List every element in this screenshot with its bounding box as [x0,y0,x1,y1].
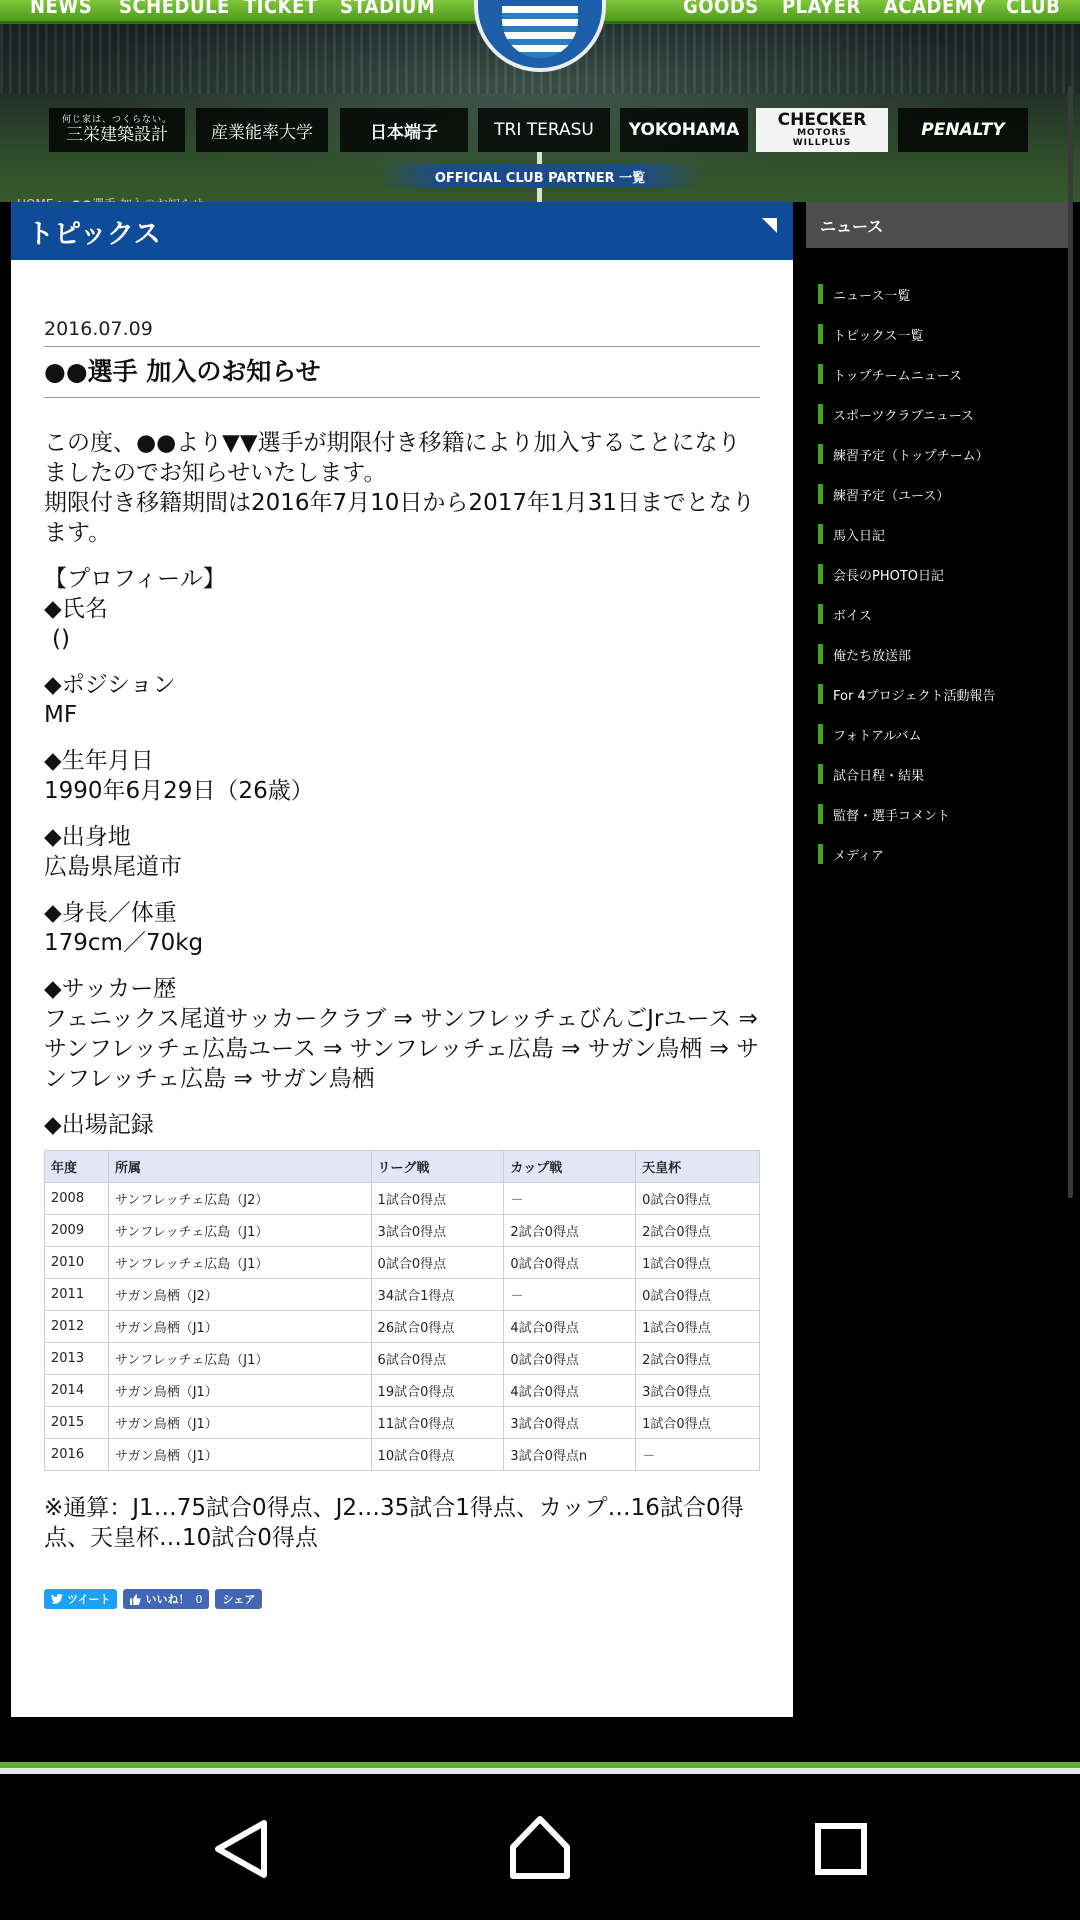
sponsor-tagline: 何じ家は、つくらない。 [61,114,172,125]
nav-schedule[interactable]: SCHEDULE [119,0,230,18]
sponsor-sub: MOTORS [797,128,847,139]
bullet-bar-icon [818,284,823,304]
sponsor-label: 三栄建築設計 [66,124,168,145]
cell-emperors-cup: 1試合0得点 [636,1311,760,1343]
sidebar-list [806,274,1070,874]
cell-club: サガン鳥栖（J1） [108,1439,371,1471]
sidebar-item-label: メディア [833,848,884,864]
android-navigation-bar [0,1774,1080,1920]
profile-block [44,564,760,654]
article [44,314,760,1609]
sidebar-item[interactable] [806,794,1070,834]
back-icon[interactable] [212,1819,270,1879]
position-value: MF [44,702,78,728]
post-date: 2016.07.09 [44,318,153,340]
cell-league: 19試合0得点 [371,1375,504,1407]
bullet-bar-icon [818,484,823,504]
cell-year: 2016 [45,1439,109,1471]
cell-year: 2009 [45,1215,109,1247]
name-heading: ◆氏名 [44,596,108,622]
like-count: 0 [195,1592,203,1606]
sidebar-item[interactable] [806,474,1070,514]
bullet-bar-icon [818,844,823,864]
bullet-bar-icon [818,444,823,464]
recent-apps-icon[interactable] [814,1822,868,1876]
cell-year: 2012 [45,1311,109,1343]
cell-emperors-cup: 2試合0得点 [636,1343,760,1375]
cell-league: 34試合1得点 [371,1279,504,1311]
cell-league: 10試合0得点 [371,1439,504,1471]
cell-year: 2008 [45,1183,109,1215]
cell-cup: 4試合0得点 [504,1375,636,1407]
bullet-bar-icon [818,684,823,704]
sidebar-item[interactable] [806,834,1070,874]
header-cup: カップ戦 [504,1151,636,1183]
bullet-bar-icon [818,604,823,624]
bullet-bar-icon [818,764,823,784]
birthplace-heading: ◆出身地 [44,824,131,850]
cell-cup: 3試合0得点 [504,1407,636,1439]
sidebar-title [806,202,1070,248]
cell-league: 1試合0得点 [371,1183,504,1215]
sponsor-label: TRI TERASU [494,120,594,140]
sponsor-yokohama[interactable] [620,108,748,152]
career-block [44,974,760,1094]
career-heading: ◆サッカー歴 [44,976,177,1002]
bullet-bar-icon [818,804,823,824]
sidebar-item-label: ボイス [833,608,872,624]
sidebar-item-label: 俺たち放送部 [833,648,912,664]
nav-ticket[interactable]: TICKET [244,0,318,18]
sidebar-item-label: 会長のPHOTO日記 [833,568,945,584]
table-row [45,1279,760,1311]
page-scrollbar[interactable] [1068,86,1073,1198]
twitter-bird-icon [51,1594,63,1604]
record-heading: ◆出場記録 [44,1112,154,1138]
bullet-bar-icon [818,564,823,584]
thumbs-up-icon [130,1594,141,1605]
sidebar-item[interactable] [806,594,1070,634]
cell-emperors-cup: 1試合0得点 [636,1407,760,1439]
sidebar-item-label: 練習予定（ユース） [833,488,950,504]
cell-league: 26試合0得点 [371,1311,504,1343]
total-note: ※通算：J1…75試合0得点、J2…35試合1得点、カップ…16試合0得点、天皇杯…10試合0得点 [44,1495,744,1551]
sidebar-item-label: For 4プロジェクト活動報告 [833,688,996,704]
cell-club: サンフレッチェ広島（J1） [108,1247,371,1279]
cell-league: 0試合0得点 [371,1247,504,1279]
sidebar-title-text: ニュース [820,216,884,236]
corner-triangle-icon [762,218,777,233]
tweet-button[interactable] [44,1589,117,1609]
header-club: 所属 [108,1151,371,1183]
sidebar-item-label: 試合日程・結果 [833,768,925,784]
cell-emperors-cup: 3試合0得点 [636,1375,760,1407]
cell-cup: 3試合0得点n [504,1439,636,1471]
table-row [45,1343,760,1375]
table-row [45,1215,760,1247]
cell-league: 11試合0得点 [371,1407,504,1439]
table-row [45,1375,760,1407]
tweet-label: ツイート [67,1593,111,1606]
header-emperors-cup: 天皇杯 [636,1151,760,1183]
divider [44,397,760,398]
loan-period-text: 期限付き移籍期間は2016年7月10日から2017年1月31日までとなります。 [44,490,755,546]
nav-club[interactable]: CLUB [1006,0,1061,18]
cell-club: サンフレッチェ広島（J1） [108,1215,371,1247]
nav-news[interactable]: NEWS [30,0,93,18]
position-block [44,670,760,730]
sponsor-sanno[interactable] [196,108,328,152]
cell-year: 2011 [45,1279,109,1311]
sponsor-label: 日本端子 [370,122,438,143]
sponsor-label: CHECKER [777,109,867,130]
cell-cup: 0試合0得点 [504,1247,636,1279]
sidebar-item-label: スポーツクラブニュース [833,408,975,424]
facebook-share-button[interactable] [215,1589,262,1609]
sidebar-item[interactable] [806,674,1070,714]
appearance-record-table [44,1150,760,1471]
sidebar-item[interactable] [806,754,1070,794]
sidebar-item[interactable] [806,434,1070,474]
birthplace-block [44,822,760,882]
position-heading: ◆ポジション [44,672,176,698]
birth-block [44,746,760,806]
article-body [44,428,760,1140]
cell-club: サンフレッチェ広島（J1） [108,1343,371,1375]
sponsor-penalty[interactable] [898,108,1028,152]
sidebar-item-label: 馬入日記 [833,528,886,544]
sidebar-item[interactable] [806,714,1070,754]
size-block [44,898,760,958]
share-label: シェア [222,1593,256,1606]
section-header [11,202,793,260]
header-year: 年度 [45,1151,109,1183]
body-paragraph [44,428,760,548]
cell-emperors-cup: 1試合0得点 [636,1247,760,1279]
sponsor-label: 産業能率大学 [211,122,313,143]
sponsor-sanei[interactable] [49,108,185,152]
nav-academy[interactable]: ACADEMY [884,0,987,18]
cell-year: 2015 [45,1407,109,1439]
sidebar-item[interactable] [806,514,1070,554]
sidebar-item[interactable] [806,634,1070,674]
cell-cup: 2試合0得点 [504,1215,636,1247]
sidebar-item-label: ニュース一覧 [833,288,911,304]
sponsor-sub2: WILLPLUS [792,137,852,148]
table-row [45,1183,760,1215]
bullet-bar-icon [818,324,823,344]
nav-stadium[interactable]: STADIUM [340,0,436,18]
nav-goods[interactable]: GOODS [683,0,759,18]
cell-emperors-cup: 0試合0得点 [636,1183,760,1215]
official-partner-link[interactable]: OFFICIAL CLUB PARTNER 一覧 [380,164,700,188]
intro-text: この度、●●より▼▼選手が期限付き移籍により加入することになりましたのでお知らせいたします。 [44,430,741,486]
size-heading: ◆身長／体重 [44,900,177,926]
table-row [45,1311,760,1343]
table-row [45,1247,760,1279]
cell-club: サガン鳥栖（J1） [108,1311,371,1343]
like-label: いいね！ [145,1593,190,1606]
cell-year: 2013 [45,1343,109,1375]
home-icon[interactable] [508,1814,572,1880]
name-value: () [52,626,70,652]
sidebar-item-label: 監督・選手コメント [833,808,951,824]
cell-cup: 4試合0得点 [504,1311,636,1343]
table-row [45,1407,760,1439]
cell-club: サガン鳥栖（J2） [108,1279,371,1311]
sidebar-item-label: フォトアルバム [833,728,922,744]
sidebar-item[interactable] [806,354,1070,394]
sponsor-label: YOKOHAMA [628,120,740,140]
cell-league: 6試合0得点 [371,1343,504,1375]
cell-year: 2010 [45,1247,109,1279]
bullet-bar-icon [818,364,823,384]
sidebar-item-label: 練習予定（トップチーム） [833,448,989,464]
profile-heading: 【プロフィール】 [44,566,226,592]
sidebar-item[interactable] [806,394,1070,434]
cell-club: サガン鳥栖（J1） [108,1407,371,1439]
sidebar [806,202,1070,874]
nav-player[interactable]: PLAYER [782,0,861,18]
cell-league: 3試合0得点 [371,1215,504,1247]
table-row [45,1439,760,1471]
section-title: トピックス [27,218,161,250]
cell-cup: 0試合0得点 [504,1343,636,1375]
birthplace-value: 広島県尾道市 [44,854,182,880]
record-block [44,1110,760,1140]
bullet-bar-icon [818,404,823,424]
bullet-bar-icon [818,644,823,664]
sponsor-nihon-tanshi[interactable] [340,108,468,152]
sponsor-label: PENALTY [921,120,1005,140]
career-value: フェニックス尾道サッカークラブ ⇒ サンフレッチェびんごJrユース ⇒ サンフレッチェ広島ユース ⇒ サンフレッチェ広島 ⇒ サガン鳥栖 ⇒ サンフレッチェ広島 ⇒ サガン鳥栖 [44,1006,760,1092]
main-content [11,202,793,1717]
sidebar-item-label: トピックス一覧 [833,328,924,344]
cell-club: サガン鳥栖（J1） [108,1375,371,1407]
sponsor-tri-terasu[interactable] [478,108,610,152]
header-league: リーグ戦 [371,1151,504,1183]
table-header-row [45,1151,760,1183]
cell-year: 2014 [45,1375,109,1407]
cell-club: サンフレッチェ広島（J2） [108,1183,371,1215]
bullet-bar-icon [818,724,823,744]
like-button[interactable] [123,1589,209,1609]
size-value: 179cm／70kg [44,930,204,956]
bullet-bar-icon [818,524,823,544]
cell-emperors-cup: 0試合0得点 [636,1279,760,1311]
sidebar-item[interactable] [806,554,1070,594]
post-title: ●●選手 加入のお知らせ [44,357,321,386]
cell-cup: － [504,1183,636,1215]
birth-heading: ◆生年月日 [44,748,154,774]
cell-cup: － [504,1279,636,1311]
birth-value: 1990年6月29日（26歳） [44,778,314,804]
sidebar-item-label: トップチームニュース [833,368,962,384]
crest-waves-icon [502,6,578,58]
share-buttons [44,1589,760,1609]
cell-emperors-cup: 2試合0得点 [636,1215,760,1247]
sidebar-item[interactable] [806,314,1070,354]
cell-emperors-cup: － [636,1439,760,1471]
sponsor-checker[interactable] [756,108,888,152]
sidebar-item[interactable] [806,274,1070,314]
